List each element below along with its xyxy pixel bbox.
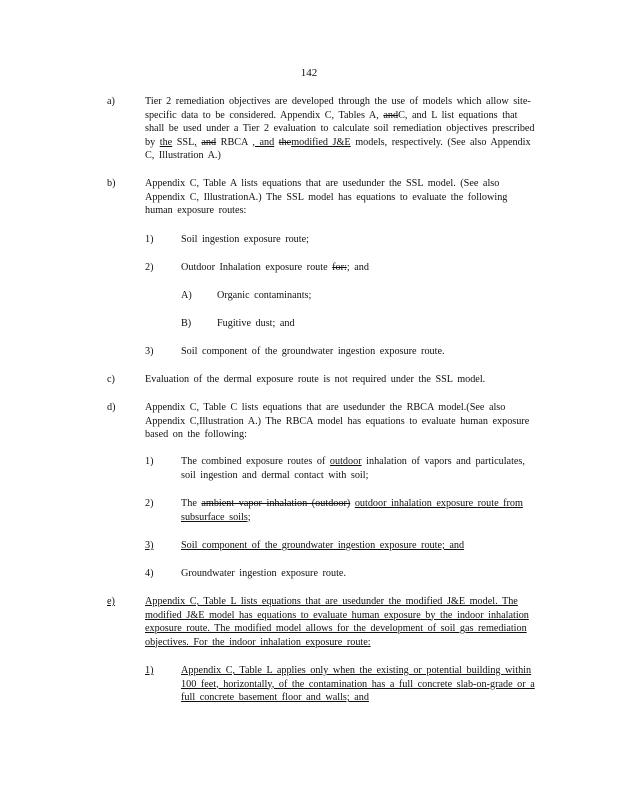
item-b1: Soil ingestion exposure route;: [181, 234, 309, 245]
item-d3: Soil component of the groundwater ingestion exposure route; and: [181, 540, 465, 551]
label-d1: 1): [145, 456, 154, 467]
item-b2-strike: for:: [332, 262, 347, 273]
label-a: a): [107, 96, 115, 107]
paragraph-a: [145, 95, 537, 163]
label-e1: 1): [145, 665, 154, 676]
label-bA: A): [181, 290, 192, 301]
label-d2: 2): [145, 498, 154, 509]
label-b2: 2): [145, 262, 154, 273]
para-a-ins-3: , and: [252, 136, 275, 148]
label-d: d): [107, 402, 116, 413]
para-a-text-1: Tier 2 remediation objectives are developed through the use of models which allow site-specific data to be considered. Appendix C, Tables A,: [145, 96, 531, 121]
label-b1: 1): [145, 234, 154, 245]
item-bB: Fugitive dust; and: [217, 318, 295, 329]
paragraph-c: Evaluation of the dermal exposure route is not required under the SSL model.: [145, 374, 486, 385]
item-e1: Appendix C, Table L applies only when the existing or potential building within 100 feet, horizontally, of the contamination has a full concrete slab-on-grade or a full concrete basement floor and walls; and: [181, 665, 535, 703]
para-a-text-3: SSL: [176, 136, 195, 148]
paragraph-d: Appendix C, Table C lists equations that are usedunder the RBCA model.(See also Appendix C,Illustration A.) The RBCA model has equations to evaluate human exposure based on the following:: [145, 402, 530, 440]
label-bB: B): [181, 318, 192, 329]
para-a-ins-2: ,: [194, 136, 197, 148]
item-d1-ins: outdoor: [329, 456, 362, 467]
paragraph-e: Appendix C, Table L lists equations that are usedunder the modified J&E model. The modified J&E model has equations to evaluate human exposure by the indoor inhalation exposure route. The modified model allows for the development of soil gas remediation objectives. For the indoor inhalation exposure route:: [145, 596, 529, 648]
item-b2: [181, 261, 537, 275]
para-a-strike-2: and: [201, 136, 217, 148]
item-d2-text-1: The: [181, 498, 197, 509]
item-d1: [181, 455, 537, 482]
item-d2-strike: ambient vapor inhalation (outdoor): [201, 498, 351, 509]
item-b3: Soil component of the groundwater ingestion exposure route.: [181, 346, 445, 357]
label-c: c): [107, 374, 115, 385]
label-d4: 4): [145, 568, 154, 579]
label-b: b): [107, 178, 116, 189]
label-d3: 3): [145, 540, 154, 551]
item-d2: [181, 497, 537, 524]
item-d1-text-1: The combined exposure routes of: [181, 456, 326, 467]
para-a-ins-1: the: [159, 136, 173, 148]
label-e: e): [107, 596, 115, 607]
item-b2-text-2: ; and: [346, 262, 369, 273]
page-number: 142: [300, 67, 318, 79]
paragraph-b: Appendix C, Table A lists equations that are usedunder the SSL model. (See also Appendix C, IllustrationA.) The SSL model has equations to evaluate the following human exposure routes:: [145, 178, 508, 216]
item-d4: Groundwater ingestion exposure route.: [181, 568, 346, 579]
para-a-ins-4: modified J&E: [291, 136, 351, 148]
item-d1-text-2: inhalation of vapors and particulates, soil ingestion and dermal contact with soil;: [181, 456, 525, 481]
label-b3: 3): [145, 346, 154, 357]
item-b2-text-1: Outdoor Inhalation exposure route: [181, 262, 328, 273]
para-a-strike-1: and: [383, 109, 399, 121]
para-a-strike-3: the: [278, 136, 292, 148]
para-a-text-2: C, and L list equations that shall be used under a Tier 2 evaluation to calculate soil remediation objectives prescribed by: [145, 109, 535, 148]
para-a-text-5: models, respectively. (See also Appendix C, Illustration A.): [145, 136, 531, 161]
para-a-text-4: RBCA: [220, 136, 248, 148]
item-bA: Organic contaminants;: [217, 290, 312, 301]
item-d2-ins: outdoor inhalation exposure route from subsurface soils;: [181, 498, 523, 523]
